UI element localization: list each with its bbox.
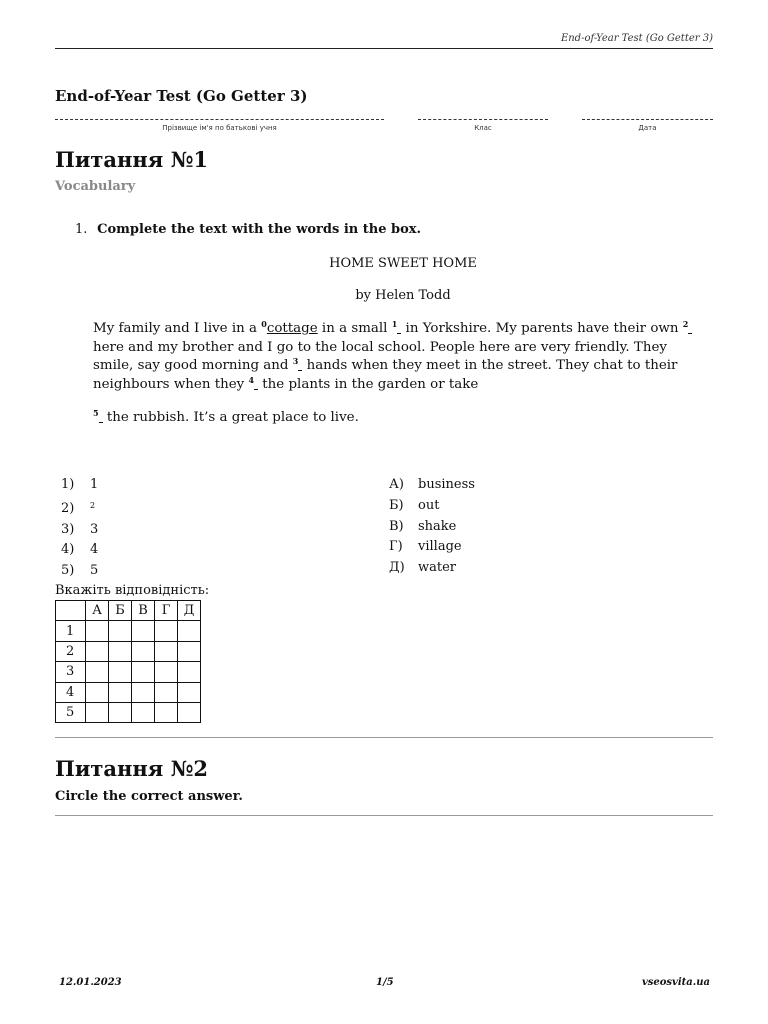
grid-col-header: А xyxy=(86,601,109,621)
answer-cell[interactable] xyxy=(178,641,201,661)
passage-paragraph-1 xyxy=(93,320,708,394)
list-item xyxy=(389,517,475,538)
item-value: water xyxy=(418,560,457,576)
list-item xyxy=(389,558,475,579)
gap-marker-1: 1 xyxy=(391,319,398,329)
grid-row xyxy=(56,702,201,722)
grid-corner-cell xyxy=(56,601,86,621)
answer-cell[interactable] xyxy=(132,641,155,661)
grid-col-header: Д xyxy=(178,601,201,621)
item-value: village xyxy=(418,539,462,555)
grid-row-header: 1 xyxy=(56,621,86,641)
grid-row xyxy=(56,662,201,682)
passage-text: here and my brother and I go to the local school. People here are very friendly. They smile, say good morning and xyxy=(93,339,667,373)
grid-row xyxy=(56,682,201,702)
answer-cell[interactable] xyxy=(178,662,201,682)
answer-cell[interactable] xyxy=(86,702,109,722)
list-item xyxy=(61,496,98,520)
passage-paragraph-2 xyxy=(93,409,708,428)
running-header: End-of-Year Test (Go Getter 3) xyxy=(560,33,713,44)
answer-cell[interactable] xyxy=(109,641,132,661)
list-item xyxy=(389,475,475,496)
grid-row-header: 4 xyxy=(56,682,86,702)
answer-cell[interactable] xyxy=(109,702,132,722)
answer-cell[interactable] xyxy=(132,621,155,641)
answer-cell[interactable] xyxy=(155,621,178,641)
section-divider xyxy=(55,815,713,816)
list-item xyxy=(61,540,98,561)
answer-cell[interactable] xyxy=(178,682,201,702)
gap-marker-5: 5 xyxy=(93,408,99,418)
date-caption: Дата xyxy=(638,124,657,132)
gap-marker-3: 3 xyxy=(292,356,299,366)
example-word: cottage xyxy=(266,321,318,336)
gap-marker-0: 0 xyxy=(261,319,267,329)
answer-grid xyxy=(55,600,201,723)
student-name-line xyxy=(55,119,384,120)
answer-cell[interactable] xyxy=(109,682,132,702)
grid-row-header: 5 xyxy=(56,702,86,722)
grid-col-header: Б xyxy=(109,601,132,621)
item-value: shake xyxy=(418,518,457,534)
grid-row-header: 2 xyxy=(56,641,86,661)
section-divider xyxy=(55,737,713,738)
list-item xyxy=(61,561,98,582)
match-left-list xyxy=(61,475,98,582)
item-label: 1) xyxy=(61,477,75,492)
list-item xyxy=(389,537,475,558)
item-label: 4) xyxy=(61,542,75,558)
grid-header-row xyxy=(56,601,201,621)
item-value: 3 xyxy=(90,521,99,537)
class-field[interactable] xyxy=(418,119,548,132)
item-label: 5) xyxy=(61,563,75,579)
item-label: 2) xyxy=(61,500,75,516)
match-right-list xyxy=(389,475,475,579)
task-number: 1. xyxy=(75,222,88,237)
passage-text: in a small xyxy=(317,321,392,336)
question-1-title: Питання №1 xyxy=(55,147,209,172)
item-value: 5 xyxy=(90,563,99,579)
signature-row xyxy=(55,119,713,139)
question-2-text: Circle the correct answer. xyxy=(55,789,243,804)
date-line xyxy=(582,119,713,120)
list-item xyxy=(61,520,98,541)
answer-cell[interactable] xyxy=(132,662,155,682)
class-line xyxy=(418,119,548,120)
item-label: Д) xyxy=(389,560,405,576)
student-name-field[interactable] xyxy=(55,119,384,132)
answer-cell[interactable] xyxy=(155,702,178,722)
footer-page-number: 1/5 xyxy=(376,977,394,988)
grid-col-header: В xyxy=(132,601,155,621)
gap-blank-2[interactable] xyxy=(688,322,692,334)
list-item xyxy=(61,475,98,496)
answer-cell[interactable] xyxy=(155,662,178,682)
answer-cell[interactable] xyxy=(155,682,178,702)
item-value: 2 xyxy=(90,500,96,510)
list-item xyxy=(389,496,475,517)
item-label: А) xyxy=(389,477,404,492)
grid-row xyxy=(56,621,201,641)
grid-row-header: 3 xyxy=(56,662,86,682)
answer-cell[interactable] xyxy=(132,682,155,702)
answer-cell[interactable] xyxy=(109,662,132,682)
question-2-title: Питання №2 xyxy=(55,756,209,781)
gap-marker-4: 4 xyxy=(248,374,255,385)
task-text: Complete the text with the words in the box. xyxy=(97,222,422,237)
student-name-caption: Прізвище ім'я по батькові учня xyxy=(162,124,277,132)
task-instruction xyxy=(75,222,421,237)
item-value: 4 xyxy=(90,542,99,558)
item-label: В) xyxy=(389,518,404,534)
passage-text: My family and I live in a xyxy=(93,321,262,336)
header-rule xyxy=(55,48,713,49)
match-instruction: Вкажіть відповідність: xyxy=(55,583,210,598)
passage-text: in Yorkshire. My parents have their own xyxy=(401,321,683,336)
item-value: out xyxy=(418,497,440,513)
answer-cell[interactable] xyxy=(178,702,201,722)
answer-cell[interactable] xyxy=(86,682,109,702)
item-label: Г) xyxy=(389,539,403,555)
document-title: End-of-Year Test (Go Getter 3) xyxy=(55,87,308,105)
text-title: HOME SWEET HOME xyxy=(329,256,477,271)
item-label: Б) xyxy=(389,497,404,513)
answer-cell[interactable] xyxy=(86,641,109,661)
answer-cell[interactable] xyxy=(86,662,109,682)
grid-row xyxy=(56,641,201,661)
date-field[interactable] xyxy=(582,119,713,132)
item-label: 3) xyxy=(61,521,75,537)
gap-marker-2: 2 xyxy=(682,319,689,329)
footer-date: 12.01.2023 xyxy=(59,977,122,988)
question-1-subtitle: Vocabulary xyxy=(55,179,136,194)
answer-cell[interactable] xyxy=(155,641,178,661)
grid-col-header: Г xyxy=(155,601,178,621)
footer-site: vseosvita.ua xyxy=(641,977,710,988)
answer-cell[interactable] xyxy=(178,621,201,641)
item-value: 1 xyxy=(90,477,99,492)
passage-text: the rubbish. It’s a great place to live. xyxy=(102,410,359,425)
class-caption: Клас xyxy=(474,124,492,132)
text-author: by Helen Todd xyxy=(355,288,451,303)
answer-cell[interactable] xyxy=(86,621,109,641)
answer-cell[interactable] xyxy=(109,621,132,641)
answer-cell[interactable] xyxy=(132,702,155,722)
item-value: business xyxy=(418,477,475,492)
passage-text: hands when they meet in the street. They chat to their neighbours when they xyxy=(93,358,678,392)
passage-text: the plants in the garden or take xyxy=(258,376,479,392)
